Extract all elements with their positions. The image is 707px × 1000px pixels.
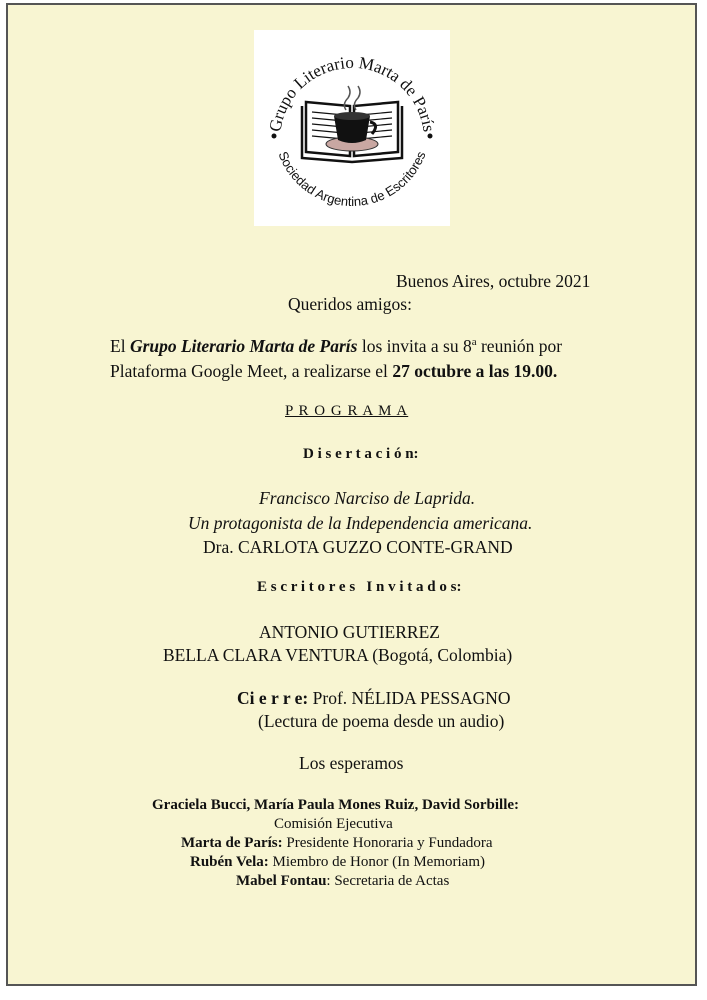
intro-prefix: El	[110, 336, 130, 356]
credits-secretary-role: : Secretaria de Actas	[326, 873, 450, 889]
place-date: Buenos Aires, octubre 2021	[396, 271, 591, 291]
lecture-title-1: Francisco Narciso de Laprida.	[259, 488, 476, 508]
invited-writer-2: BELLA CLARA VENTURA (Bogotá, Colombia)	[163, 645, 513, 665]
cierre-label: Ci e r r e:	[237, 688, 309, 708]
credits-president-name: Marta de París:	[181, 835, 283, 851]
intro-line-1	[110, 336, 562, 357]
svg-text:Sociedad Argentina de Escritor	[275, 149, 428, 209]
intro-line-2	[110, 361, 557, 382]
logo-seal	[254, 30, 450, 226]
cierre-speaker: Prof. NÉLIDA PESSAGNO	[308, 688, 511, 708]
greeting: Queridos amigos:	[288, 294, 412, 314]
event-datetime: 27 octubre a las 19.00.	[392, 361, 558, 381]
credits-president-role: Presidente Honoraria y Fundadora	[282, 835, 493, 851]
credits-honor-role: Miembro de Honor (In Memoriam)	[268, 854, 485, 870]
intro-suffix: los invita a su 8	[357, 336, 472, 356]
credits-line-honor	[190, 854, 485, 871]
logo-ring-bottom-text: Sociedad Argentina de Escritores	[275, 149, 429, 210]
closing-text: Los esperamos	[299, 753, 404, 773]
logo-ring-top-text: Grupo Literario Marta de París	[265, 52, 439, 134]
group-logo	[254, 30, 450, 226]
credits-line-secretary	[236, 873, 449, 890]
disertacion-heading: D i s e r t a c i ó n:	[303, 446, 419, 462]
intro-platform: Plataforma Google Meet, a realizarse el	[110, 361, 393, 381]
lecture-speaker: Dra. CARLOTA GUZZO CONTE-GRAND	[203, 537, 513, 557]
cierre-line	[237, 688, 511, 709]
credits-line-president	[181, 835, 493, 852]
group-name: Grupo Literario Marta de París	[129, 336, 358, 356]
ordinal-mark: a	[471, 336, 477, 349]
credits-secretary-name: Mabel Fontau	[236, 873, 327, 889]
invitados-heading: E s c r i t o r e s I n v i t a d o s:	[257, 579, 462, 595]
invited-writer-1: ANTONIO GUTIERREZ	[259, 622, 440, 642]
intro-end: reunión por	[476, 336, 563, 356]
credits-honor-name: Rubén Vela:	[190, 854, 269, 870]
credits-committee-names: Graciela Bucci, María Paula Mones Ruiz, David Sorbille:	[152, 797, 520, 813]
cierre-note: (Lectura de poema desde un audio)	[258, 711, 505, 731]
credits-committee-role: Comisión Ejecutiva	[274, 816, 393, 832]
programa-heading: P R O G R A M A	[285, 403, 409, 419]
invitation-page	[6, 3, 697, 986]
lecture-title-2: Un protagonista de la Independencia americana.	[188, 513, 533, 533]
